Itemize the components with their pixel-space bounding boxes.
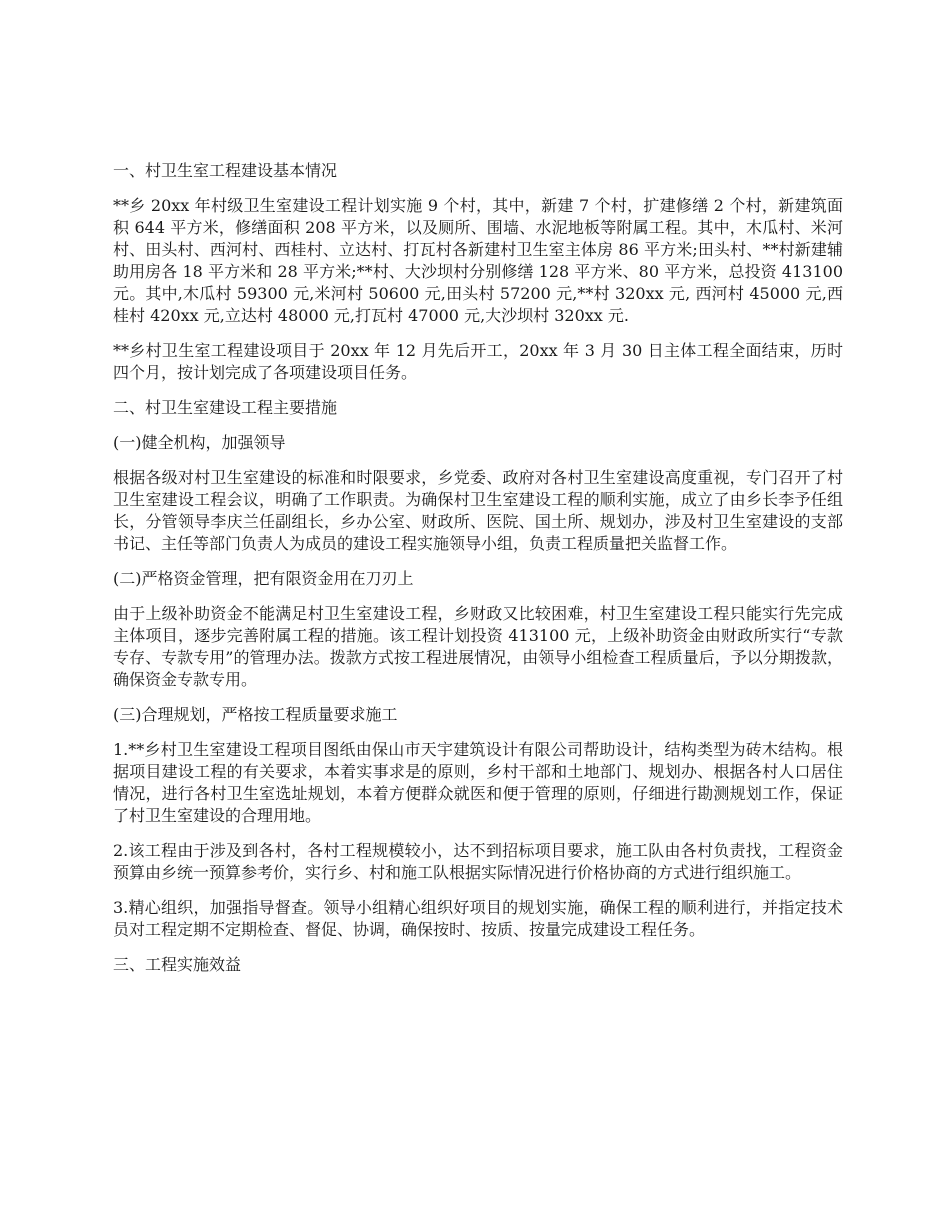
document-page	[113, 160, 843, 989]
paragraph-planning-1: 1.**乡村卫生室建设工程项目图纸由保山市天宇建筑设计有限公司帮助设计，结构类型为砖木结构。根据项目建设工程的有关要求，本着实事求是的原则，乡村干部和土地部门、规划办、根据各村人口居住情况，进行各村卫生室选址规划，本着方便群众就医和便于管理的原则，仔细进行勘测规划工作，保证了村卫生室建设的合理用地。	[113, 740, 843, 825]
section-heading-1: 一、村卫生室工程建设基本情况	[113, 161, 338, 180]
paragraph-construction-overview: **乡 20xx 年村级卫生室建设工程计划实施 9 个村，其中，新建 7 个村，扩建修缮 2 个村，新建筑面积 644 平方米，修缮面积 208 平方米，以及厕所、围墙、水泥地板等附属工程。其中，木瓜村、米河村、田头村、西河村、西桂村、立达村、打瓦村各新建村卫生室主体房 86 平方米;田头村、**村新建辅助用房各 18 平方米和 28 平方米;**村、大沙坝村分别修缮 128 平方米、80 平方米，总投资 413100 元。其中,木瓜村 59300 元,米河村 50600 元,田头村 57200 元,**村 320xx 元, 西河村 45000 元,西桂村 420xx 元,立达村 48000 元,打瓦村 47000 元,大沙坝村 320xx 元.	[113, 196, 843, 325]
paragraph-fund-management: 由于上级补助资金不能满足村卫生室建设工程，乡财政又比较困难，村卫生室建设工程只能实行先完成主体项目，逐步完善附属工程的措施。该工程计划投资 413100 元，上级补助资金由财政所实行“专款专存、专款专用”的管理办法。拨款方式按工程进展情况，由领导小组检查工程质量后，予以分期拨款，确保资金专款专用。	[113, 604, 843, 689]
paragraph-organization: 根据各级对村卫生室建设的标准和时限要求，乡党委、政府对各村卫生室建设高度重视，专门召开了村卫生室建设工程会议，明确了工作职责。为确保村卫生室建设工程的顺利实施，成立了由乡长李予任组长，分管领导李庆兰任副组长，乡办公室、财政所、医院、国土所、规划办，涉及村卫生室建设的支部书记、主任等部门负责人为成员的建设工程实施领导小组，负责工程质量把关监督工作。	[113, 468, 843, 553]
subheading-planning: (三)合理规划，严格按工程质量要求施工	[113, 705, 398, 724]
paragraph-planning-3: 3.精心组织，加强指导督查。领导小组精心组织好项目的规划实施，确保工程的顺利进行，并指定技术员对工程定期不定期检查、督促、协调，确保按时、按质、按量完成建设工程任务。	[113, 898, 843, 939]
paragraph-construction-timeline: **乡村卫生室工程建设项目于 20xx 年 12 月先后开工，20xx 年 3 月 30 日主体工程全面结束，历时四个月，按计划完成了各项建设项目任务。	[113, 341, 843, 382]
paragraph-planning-2: 2.该工程由于涉及到各村，各村工程规模较小，达不到招标项目要求，施工队由各村负责找，工程资金预算由乡统一预算参考价，实行乡、村和施工队根据实际情况进行价格协商的方式进行组织施工。	[113, 841, 843, 882]
section-heading-3: 三、工程实施效益	[113, 955, 242, 974]
subheading-organization: (一)健全机构，加强领导	[113, 433, 286, 452]
section-heading-2: 二、村卫生室建设工程主要措施	[113, 398, 338, 417]
subheading-fund-management: (二)严格资金管理，把有限资金用在刀刃上	[113, 569, 414, 588]
